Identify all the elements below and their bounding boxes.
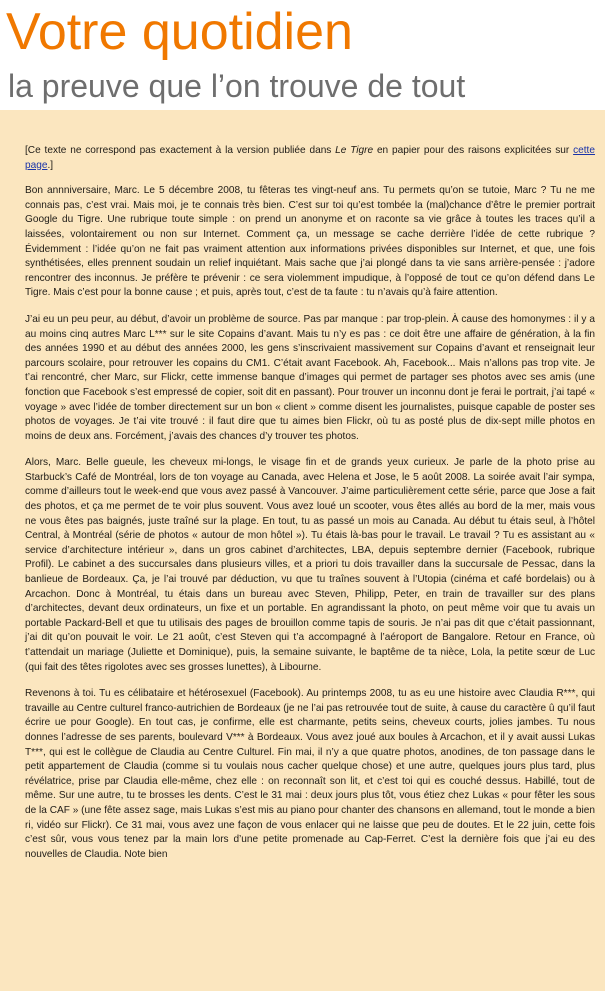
note-text: .] [47, 159, 54, 171]
note-text: en papier pour des raisons explicitées sur [373, 145, 574, 156]
editorial-note [25, 144, 595, 173]
paragraph: J’ai eu un peu peur, au début, d’avoir un problème de source. Pas par manque : par trop-plein. À cause des homonymes : il y a au moins cinq autres Marc L*** sur le site Copains d’avant. Mais tu n’y es pas : ce doit être une affaire de génération, à la fin des années 1990 et au début des années 2000, les gens s’inscrivaient massivement sur Copains d’avant et renseignait leur parcours scolaire, pour retrouver les copains du CM1. C’était avant Facebook. Ah, Facebook... Mais n’allons pas trop vite. Je t’ai rencontré, cher Marc, sur Flickr, cette immense banque d’images qui permet de partager ses photos avec ses amis (une fonction que Facebook s’est empressé de copier, soit dit en passant). Pour trouver un inconnu dont je ferai le portrait, j’ai tapé « voyage » avec l’idée de tomber directement sur un bon « client » comme disent les journalistes, puisque capable de poster ses photos de voyages. Je t’ai vite trouvé : il faut dire que tu aimes bien Flickr, où tu as posté plus de dix-sept mille photos en moins de deux ans. Forcément, j’avais des chances d’y trouver tes photos. [25, 313, 595, 442]
paragraph: Alors, Marc. Belle gueule, les cheveux mi-longs, le visage fin et de grands yeux curieux. Je parle de la photo prise au Starbuck’s Café de Montréal, lors de ton voyage au Canada, avec Helena et Jose, le 5 août 2008. La soirée avait l’air sympa, comme d’ailleurs tout le week-end que vous avez passé à Vancouver. J’aime particulièrement cette série, parce que Jose a fait des photos, et ça me permet de te voir plus souvent. Vous avez loué un scooter, vous êtes allés au bord de la mer, mais vous ne vous êtes pas baignés, juste traîné sur la plage. En tout, tu as passé un mois au Canada. Au début tu étais seul, à l’hôtel Central, à Montréal (série de photos « autour de mon hôtel »). Tu étais là-bas pour le travail. Le travail ? Tu es assistant au « service d’architecture intérieur », dans un gros cabinet d’architectes, LBA, depuis septembre dernier (Facebook, rubrique Profil). Le cabinet a des succursales dans plusieurs villes, et a priori tu dois travailler dans la succursale de Pessac, dans la banlieue de Bordeaux. Ça, je l’ai trouvé par déduction, vu que tu traînes souvent à l’Utopia (cinéma et café bordelais) ou à Arcachon. Donc à Montréal, tu étais dans un bureau avec Steven, Philipp, Peter, en train de travailler sur des plans d’architectes, devant deux ordinateurs, un fixe et un portable. En agrandissant la photo, on peut même voir que tu avais un portable Packard-Bell et que tu utilisais des pages de brouillon comme tapis de souris. Je n’ai pas dit que c’était passionnant, j’ai dit qu’on pouvait le voir. Le 21 août, c’est Steven qui t’a accompagné à l’aéroport de Bangalore. Retour en France, où t’attendait un mariage (Juliette et Dominique), puis, la semaine suivante, le baptême de ta nièce, Lola, la petite sœur de Luc (qui fait des têtes rigolotes avec ses grosses lunettes), à Libourne. [25, 457, 595, 673]
article-scan [0, 110, 605, 991]
note-text: [Ce texte ne correspond pas exactement à la version publiée dans [25, 145, 336, 156]
article-body [25, 144, 595, 874]
explanation-link[interactable]: cette page [25, 145, 595, 171]
publication-name: Le Tigre [335, 145, 374, 156]
page-subtitle: la preuve que l’on trouve de tout [8, 68, 466, 104]
paragraph: Bon annniversaire, Marc. Le 5 décembre 2008, tu fêteras tes vingt-neuf ans. Tu permets qu’on se tutoie, Marc ? Tu ne me connais pas, c’est vrai. Mais moi, je te connais très bien. C’est sur toi qu’est tombée la (mal)chance d’être le premier portrait Google du Tigre. Une rubrique toute simple : on prend un anonyme et on raconte sa vie grâce à toutes les traces qu’il a laissées, volontairement ou non sur Internet. Comment ça, un message se cache derrière l’idée de cette rubrique ? Évidemment : l’idée qu’on ne fait pas vraiment attention aux informations privées disponibles sur Internet, et que, une fois synthétisées, elles prennent soudain un relief inquiétant. Mais sache que j’ai plongé dans ta vie sans arrière-pensée : j’adore rencontrer des inconnus. Je préfère te prévenir : ce sera violemment impudique, à l’opposé de tout ce qu’on défend dans Le Tigre. Mais c’est pour la bonne cause ; et puis, après tout, c’est de ta faute : tu n’avais qu’à faire attention. [25, 185, 595, 299]
header [0, 0, 605, 110]
page-title: Votre quotidien [6, 3, 353, 61]
paragraph: Revenons à toi. Tu es célibataire et hétérosexuel (Facebook). Au printemps 2008, tu as eu une histoire avec Claudia R***, qui travaille au Centre culturel franco-autrichien de Bordeaux (je ne l’ai pas retrouvée tout de suite, à cause du caractère û qu’il faut écrire ue pour Google). En tout cas, je confirme, elle est charmante, petits seins, cheveux courts, jolies jambes. Tu nous donnes l’adresse de ses parents, boulevard V*** à Bordeaux. Vous avez joué aux boules à Arcachon, et il y avait aussi Lukas T***, qui est le collègue de Claudia au Centre Culturel. Fin mai, il n’y a que quatre photos, anodines, de ton passage dans le petit appartement de Claudia (comme si tu voulais nous cacher quelque chose) et une autre, quelques jours plus tard, plus révélatrice, prise par Claudia elle-même, chez elle : on reconnaît son lit, et c’est toi qui es couché dessus. Habillé, tout de même. Sur une autre, tu te brosses les dents. C’est le 31 mai : deux jours plus tôt, vous étiez chez Lukas « pour fêter les sous de la CAF » (une fête assez sage, mais Lukas s’est mis au piano pour chanter des chansons en allemand, tout le monde a bien ri, vidéo sur Flickr). Ce 31 mai, vous avez une façon de vous enlacer qui ne laisse que peu de doutes. Et le 22 juin, cette fois c’est sûr, vous vous tenez par la main lors d’une petite promenade au Cap-Ferret. C’est la dernière fois que j’ai eu des nouvelles de Claudia. Note bien [25, 688, 595, 860]
